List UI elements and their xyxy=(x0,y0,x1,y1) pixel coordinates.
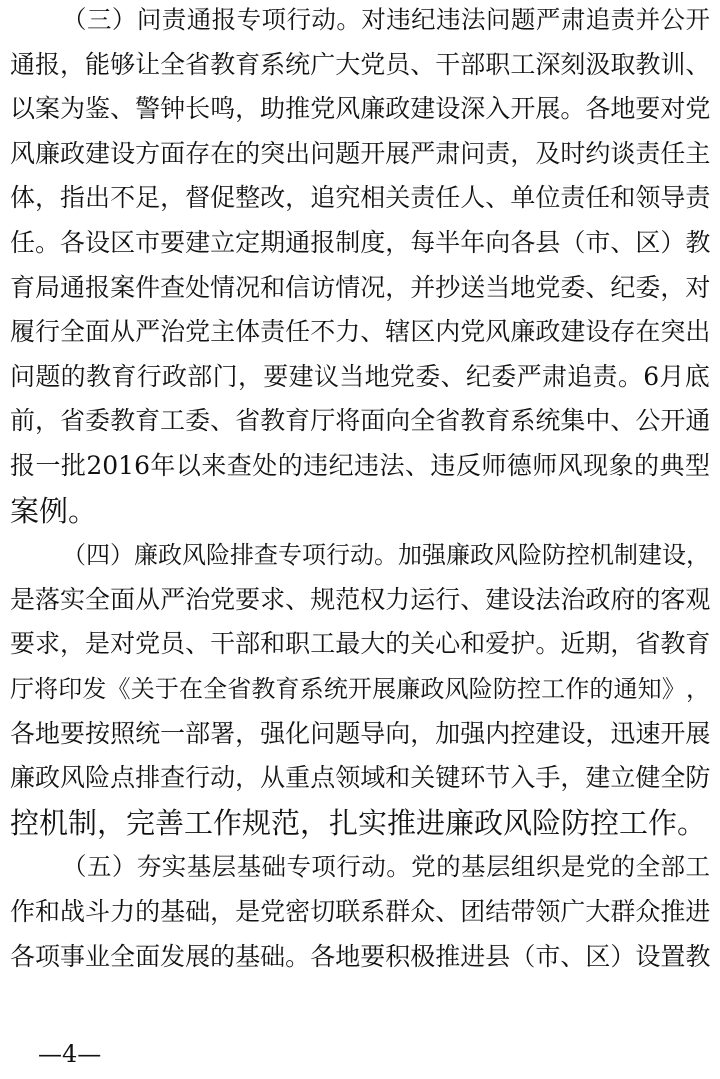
text-line: 要 求 ， 是 对 党 员 、 干 部 和 职 工 最 大 的 关 心 和 爱 护 。 近 期 ， 省 教 育 xyxy=(10,629,711,659)
text-line: 案例。 xyxy=(10,493,98,528)
text-line: 各 地 要 按 照 统 一 部 署 ， 强 化 问 题 导 向 ， 加 强 内 控 建 设 ， 迅 速 开 展 xyxy=(10,718,711,748)
text-line: 各 项 事 业 全 面 发 展 的 基 础 。 各 地 要 积 极 推 进 县 （ 市 、 区 ） 设 置 教 xyxy=(10,941,711,971)
text-line: （ 四 ） 廉 政 风 险 排 查 专 项 行 动 。 加 强 廉 政 风 险 防 控 机 制 建 设 ， xyxy=(62,541,710,570)
text-line: 厅 将 印 发 《 关 于 在 全 省 教 育 系 统 开 展 廉 政 风 险 防 控 工 作 的 通 知 》 ， xyxy=(10,675,710,703)
text-line: 问 题 的 教 育 行 政 部 门 ， 要 建 议 当 地 党 委 、 纪 委 严 肃 追 责 。 6 月 底 xyxy=(10,361,710,391)
text-line: 风 廉 政 建 设 方 面 存 在 的 突 出 问 题 开 展 严 肃 问 责 ， 及 时 约 谈 责 任 主 xyxy=(10,138,711,168)
text-line: 廉 政 风 险 点 排 查 行 动 ， 从 重 点 领 域 和 关 键 环 节 入 手 ， 建 立 健 全 防 xyxy=(10,763,711,793)
text-line: （ 三 ） 问 责 通 报 专 项 行 动 。 对 违 纪 违 法 问 题 严 肃 追 责 并 公 开 xyxy=(62,5,710,34)
text-line: 育 局 通 报 案 件 查 处 情 况 和 信 访 情 况 ， 并 抄 送 当 地 党 委 、 纪 委 ， 对 xyxy=(10,272,711,302)
text-line: （ 五 ） 夯 实 基 层 基 础 专 项 行 动 。 党 的 基 层 组 织 是 党 的 全 部 工 xyxy=(62,852,710,882)
text-line: 报 一 批 2016 年 以 来 查 处 的 违 纪 违 法 、 违 反 师 德 师 风 现 象 的 典 型 xyxy=(10,451,710,480)
text-line: 履 行 全 面 从 严 治 党 主 体 责 任 不 力 、 辖 区 内 党 风 廉 政 建 设 存 在 突 出 xyxy=(10,317,711,347)
text-line: 任 。 各 设 区 市 要 建 立 定 期 通 报 制 度 ， 每 半 年 向 各 县 （ 市 、 区 ） 教 xyxy=(10,228,711,257)
text-line: 前 ， 省 委 教 育 工 委 、 省 教 育 厅 将 面 向 全 省 教 育 系 统 集 中 、 公 开 通 xyxy=(10,406,711,436)
page-number: —4— xyxy=(38,1040,102,1068)
text-line: 是 落 实 全 面 从 严 治 党 要 求 、 规 范 权 力 运 行 、 建 设 法 治 政 府 的 客 观 xyxy=(10,584,711,614)
text-line: 作 和 战 斗 力 的 基 础 ， 是 党 密 切 联 系 群 众 、 团 结 带 领 广 大 群 众 推 进 xyxy=(10,897,711,926)
text-line: 以 案 为 鉴 、 警 钟 长 鸣 ， 助 推 党 风 廉 政 建 设 深 入 开 展 。 各 地 要 对 党 xyxy=(10,94,711,124)
text-line: 通 报 ， 能 够 让 全 省 教 育 系 统 广 大 党 员 、 干 部 职 工 深 刻 汲 取 教 训 、 xyxy=(10,49,711,79)
text-line: 体 ， 指 出 不 足 ， 督 促 整 改 ， 追 究 相 关 责 任 人 、 单 位 责 任 和 领 导 责 xyxy=(10,183,711,213)
text-line: 控机制，完善工作规范，扎实推进廉政风险防控工作。 xyxy=(10,805,707,840)
